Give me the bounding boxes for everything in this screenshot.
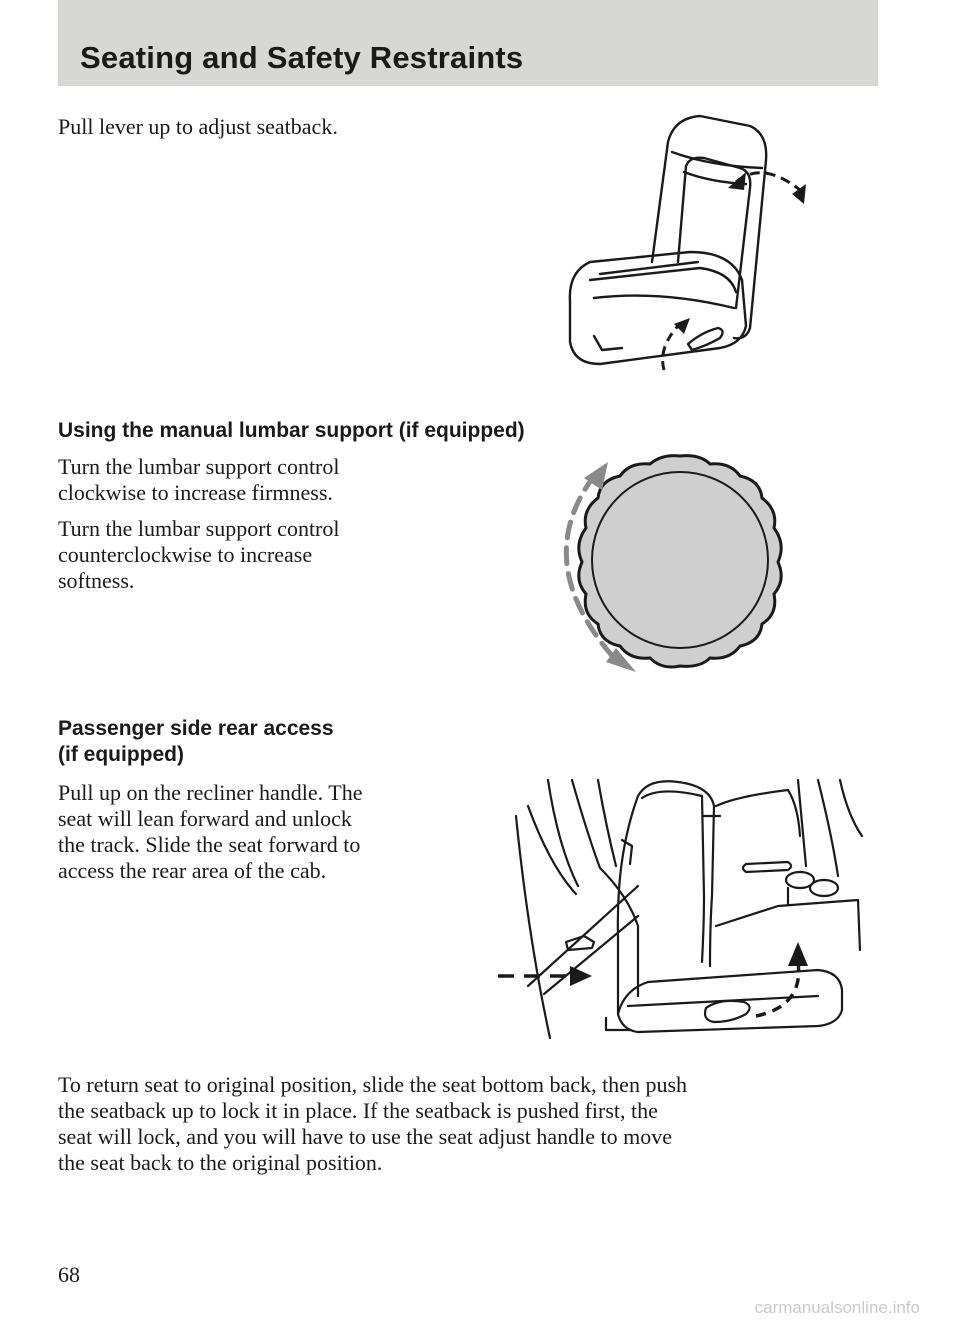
lumbar-knob-illustration [540, 452, 800, 682]
text-line: Turn the lumbar support control [58, 516, 340, 541]
heading-line: Passenger side rear access [58, 717, 334, 740]
text-line: softness. [58, 568, 135, 593]
watermark-text: carmanualsonline.info [754, 1298, 920, 1317]
text-line: the seatback up to lock it in place. If the seatback is pushed first, the [58, 1098, 658, 1123]
lumbar-heading: Using the manual lumbar support (if equipped) [58, 419, 525, 442]
page-number: 68 [58, 1262, 80, 1287]
text-line: the track. Slide the seat forward to [58, 832, 361, 857]
heading-line: (if equipped) [58, 743, 184, 766]
text-line: seat will lean forward and unlock [58, 806, 352, 831]
rear-access-heading [58, 716, 334, 768]
text-line: counterclockwise to increase [58, 542, 313, 567]
text-line: Pull up on the recliner handle. The [58, 780, 363, 805]
lumbar-firmness-text [58, 454, 340, 506]
text-line: To return seat to original position, slide the seat bottom back, then push [58, 1072, 688, 1097]
text-line: seat will lock, and you will have to use the seat adjust handle to move [58, 1124, 673, 1149]
text-line: the seat back to the original position. [58, 1150, 383, 1175]
section-title: Seating and Safety Restraints [80, 40, 524, 75]
seatback-instruction: Pull lever up to adjust seatback. [58, 114, 338, 139]
seat-recline-illustration [560, 112, 820, 382]
text-line: clockwise to increase firmness. [58, 480, 333, 505]
rear-access-illustration [488, 776, 868, 1046]
lumbar-softness-text [58, 516, 340, 594]
rear-access-text [58, 780, 362, 884]
text-line: Turn the lumbar support control [58, 454, 340, 479]
return-seat-text [58, 1072, 687, 1176]
text-line: access the rear area of the cab. [58, 858, 327, 883]
